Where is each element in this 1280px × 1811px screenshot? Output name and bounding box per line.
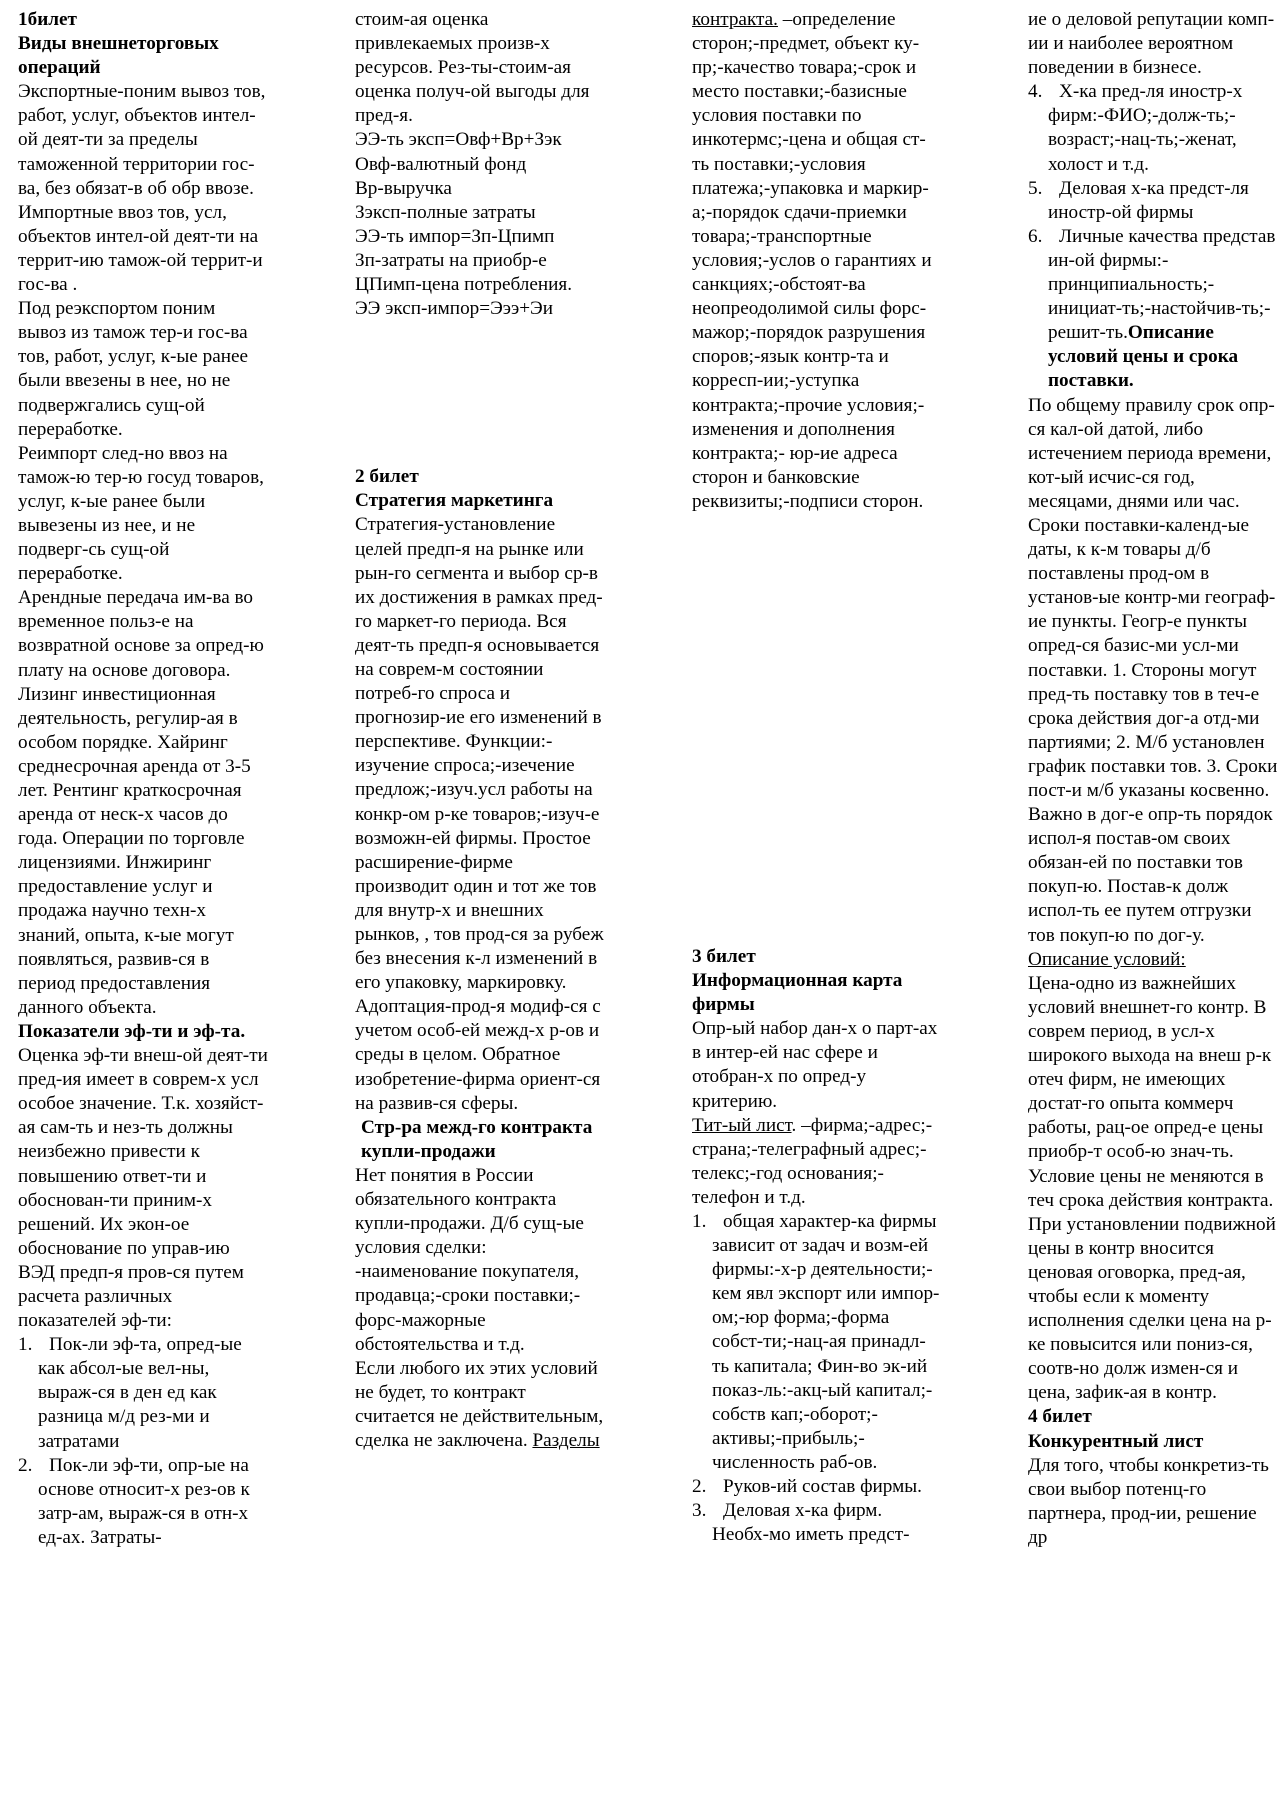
- list-text: Руков-ий состав фирмы.: [723, 1476, 922, 1498]
- formula-line: Зэксп-полные затраты: [355, 201, 536, 223]
- list-number: 2.: [18, 1454, 33, 1476]
- spacer: [692, 514, 942, 945]
- paragraph-delivery-terms: [1028, 394, 1278, 972]
- paragraph-info-card: Опр-ый набор дан-х о парт-ах в интер-ей нас сфере и отобран-х по опред-у критерию.: [692, 1018, 938, 1112]
- formula-line: Вр-выручка: [355, 177, 452, 199]
- paragraph-title-page: [692, 1114, 942, 1210]
- list-number: 6.: [1028, 225, 1043, 247]
- heading-trade-operations: Виды внешнеторговых операций: [18, 33, 219, 79]
- paragraph-import: Импортные ввоз тов, усл, объектов интел-ой деят-ти на террит-ию тамож-ой террит-и гос-ва .: [18, 201, 263, 296]
- list-number: 5.: [1028, 177, 1043, 199]
- list-item-2: [18, 1454, 268, 1550]
- paragraph-text: . –фирма;-адрес;-страна;-телеграфный адрес;-телекс;-год основания;-телефон и т.д.: [692, 1114, 933, 1208]
- list-text: Деловая х-ка предст-ля иностр-ой фирмы: [1048, 177, 1249, 223]
- formula-line: ЦПимп-цена потребления.: [355, 274, 573, 296]
- list-text: Пок-ли эф-ти, опр-ые на основе относит-х рез-ов к затр-ам, выраж-ся в отн-х ед-ах. Затраты-: [38, 1454, 250, 1548]
- paragraph-price: Цена-одно из важнейших условий внешнет-го контр. В соврем период, в усл-х широкого выхода на внеш р-к отеч фирм, не имеющих достат-го опыта коммерч работы, рац-ое опред-е цены приобр-т особ-ю знач-ть. Условие цены не меняются в теч срока действия контракта. При установлении подвижной цены в контр вносится ценовая оговорка, пред-ая, чтобы если к моменту исполнения сделки цена на р-ке повысится или пониз-ся, соотв-но долж измен-ся и цена, зафик-ая в контр.: [1028, 972, 1276, 1404]
- list-item-3: [692, 1499, 942, 1547]
- column-2: [355, 8, 605, 1453]
- list-item-4: [1028, 80, 1278, 176]
- paragraph-contract-terms: Нет понятия в России обязательного контракта купли-продажи. Д/б сущ-ые условия сделки: -наименование покупателя, продавца;-сроки поставки;-форс-мажорные обстоятельства и т.д.: [355, 1164, 584, 1355]
- paragraph-costs-results: стоим-ая оценка привлекаемых произв-х ресурсов. Рез-ты-стоим-ая оценка получ-ой выгоды для пред-я.: [355, 9, 590, 127]
- paragraph-contract-validity: [355, 1357, 605, 1453]
- paragraph-adaptation: Адоптация-прод-я модиф-ся с учетом особ-ей межд-х р-ов и среды в целом. Обратное изобретение-фирма ориент-ся на развив-ся сферы.: [355, 996, 601, 1114]
- formula-line: ЭЭ эксп-импор=Эээ+Эи: [355, 298, 553, 320]
- column-4: [1028, 8, 1278, 1550]
- underlined-term-title-page: Тит-ый лист: [692, 1114, 792, 1136]
- paragraph-efficiency: Оценка эф-ти внеш-ой деят-ти пред-ия имеет в соврем-х усл особое значение. Т.к. хозяйст-ая сам-ть и нез-ть должны неизбежно привести к повышению ответ-ти и обоснован-ти приним-х решений. Их экон-ое обоснование по управ-ию ВЭД предп-я пров-ся путем расчета различных показателей эф-ти:: [18, 1045, 268, 1332]
- formula-line: Овф-валютный фонд: [355, 153, 527, 175]
- paragraph-reimport: Реимпорт след-но ввоз на тамож-ю тер-ю госуд товаров, услуг, к-ые ранее были вывезены из нее, и не подверг-сь сущ-ой переработке.: [18, 442, 264, 585]
- ticket-3-title: 3 билет: [692, 945, 756, 967]
- paragraph-strategy: Стратегия-установление целей предп-я на рынке или рын-го сегмента и выбор ср-в их достижения в рамках пред-го маркет-го периода. Вся деят-ть предп-я основывается на соврем-м состоянии потреб-го спроса и прогнозир-ие его изменений в перспективе. Функции:-изучение спроса;-изечение предлож;-изуч.усл работы на конкр-ом р-ке товаров;-изуч-е возможн-ей фирмы. Простое расширение-фирме производит один и тот же тов для внутр-х и внешних рынков, , тов прод-ся за рубеж без внесения к-л изменений в его упаковку, маркировку.: [355, 514, 604, 994]
- formula-line: Зп-затраты на приобр-е: [355, 249, 547, 271]
- paragraph-contract-sections: [692, 8, 942, 514]
- list-number: 3.: [692, 1500, 707, 1522]
- list-text: Пок-ли эф-та, опред-ые как абсол-ые вел-ны, выраж-ся в ден ед как разница м/д рез-ми и затратами: [38, 1334, 242, 1452]
- paragraph-text: –определение сторон;-предмет, объект ку-пр;-качество товара;-срок и место поставки;-базисные условия поставки по инкотермс;-цена и общая ст-ть поставки;-условия платежа;-упаковка и маркир-а;-порядок сдачи-приемки товара;-транспортные условия;-услов о гарантиях и санкциях;-обстоят-ва неопреодолимой силы форс-мажор;-порядок разрушения споров;-язык контр-та и корресп-ии;-уступка контракта;-прочие условия;-изменения и дополнения контракта;- юр-ие адреса сторон и банковские реквизиты;-подписи сторон.: [692, 9, 932, 512]
- column-1: [18, 8, 268, 1550]
- paragraph-export: Экспортные-поним вывоз тов, работ, услуг, объектов интел-ой деят-ти за пределы таможенной территории гос-ва, без обязат-в об обр ввозе.: [18, 81, 266, 199]
- list-item-5: [1028, 177, 1278, 225]
- list-number: 2.: [692, 1476, 707, 1498]
- ticket-2-title: 2 билет: [355, 466, 419, 488]
- list-item-2: [692, 1475, 942, 1499]
- heading-marketing-strategy: Стратегия маркетинга: [355, 490, 554, 512]
- paragraph-text: По общему правилу срок опр-ся кал-ой датой, либо истечением периода времени, кот-ый исчис-ся год, месяцами, днями или час. Сроки поставки-календ-ые даты, к к-м товары д/б поставлены прод-ом в установ-ые контр-ми географ-ие пункты. Геогр-е пункты опред-ся базис-ми усл-ми поставки. 1. Стороны могут пред-ть поставку тов в теч-е срока действия дог-а отд-ми партиями; 2. М/б установлен график поставки тов. 3. Сроки пост-и м/б указаны косвенно. Важно в дог-е опр-ть порядок испол-я постав-ом своих обязан-ей по поставки тов покуп-ю. Постав-к долж испол-ть ее путем отгрузки тов покуп-ю по дог-у.: [1028, 394, 1278, 946]
- underlined-term-conditions: Описание условий:: [1028, 948, 1186, 970]
- ticket-4-title: 4 билет: [1028, 1406, 1092, 1428]
- list-text: общая характер-ка фирмы зависит от задач и возм-ей фирмы:-х-р деятельности;-кем явл экспорт или импор-ом;-юр форма;-форма собст-ти;-нац-ая принадл-ть капитала; Фин-во эк-ий показ-ль:-акц-ый капитал;-собств кап;-оборот;-активы;-прибыль;-численность раб-ов.: [712, 1211, 940, 1473]
- ticket-1-title: 1билет: [18, 9, 77, 30]
- column-3: [692, 8, 942, 1547]
- list-item-1: [692, 1210, 942, 1475]
- list-number: 1.: [692, 1211, 707, 1232]
- paragraph-reexport: Под реэкспортом поним вывоз из тамож тер-и гос-ва тов, работ, услуг, к-ые ранее были ввезены в нее, но не подвержгались сущ-ой переработке.: [18, 298, 249, 440]
- heading-info-card: Информационная карта фирмы: [692, 970, 903, 1016]
- underlined-term-contract: контракта.: [692, 9, 778, 30]
- list-text: Х-ка пред-ля иностр-х фирм:-ФИО;-долж-ть;-возраст;-нац-ть;-женат, холост и т.д.: [1048, 81, 1243, 175]
- list-item-1: [18, 1333, 268, 1453]
- paragraph-text: Если любого их этих условий не будет, то контракт считается не действительным, сделка не заключена.: [355, 1357, 604, 1451]
- list-text: Личные качества представ ин-ой фирмы:-принципиальность;-инициат-ть;-настойчив-ть;-решит-ть.: [1048, 225, 1276, 344]
- list-item-6: [1028, 225, 1278, 394]
- underlined-term-sections: Разделы: [532, 1429, 600, 1451]
- formula-line: ЭЭ-ть импор=Зп-Цпимп: [355, 225, 555, 247]
- paragraph-reputation: ие о деловой репутации комп-ии и наиболее вероятном поведении в бизнесе.: [1028, 9, 1275, 79]
- list-text: Деловая х-ка фирм. Необх-мо иметь предст-: [712, 1500, 910, 1546]
- heading-competitive-sheet: Конкурентный лист: [1028, 1430, 1204, 1452]
- formula-line: ЭЭ-ть эксп=Овф+Вр+Зэк: [355, 129, 562, 151]
- spacer: [355, 321, 605, 465]
- list-number: 4.: [1028, 81, 1043, 103]
- list-number: 1.: [18, 1334, 33, 1356]
- paragraph-lease: Арендные передача им-ва во временное польз-е на возвратной основе за опред-ю плату на основе договора. Лизинг инвестиционная деятельность, регулир-ая в особом порядке. Хайринг среднесрочная аренда от 3-5 лет. Рентинг краткосрочная аренда от неск-х часов до года. Операции по торговле лицензиями. Инжиринг предоставление услуг и продажа научно техн-х знаний, опыта, к-ые могут появляться, развив-ся в период предоставления данного объекта.: [18, 587, 264, 1018]
- heading-price-terms: Описание условий цены и срока поставки.: [1048, 322, 1239, 392]
- heading-efficiency: Показатели эф-ти и эф-та.: [18, 1020, 246, 1042]
- paragraph-competitive-sheet: Для того, чтобы конкретиз-ть свои выбор потенц-го партнера, прод-ии, решение др: [1028, 1454, 1269, 1548]
- heading-contract-structure: Стр-ра межд-го контракта купли-продажи: [361, 1116, 593, 1162]
